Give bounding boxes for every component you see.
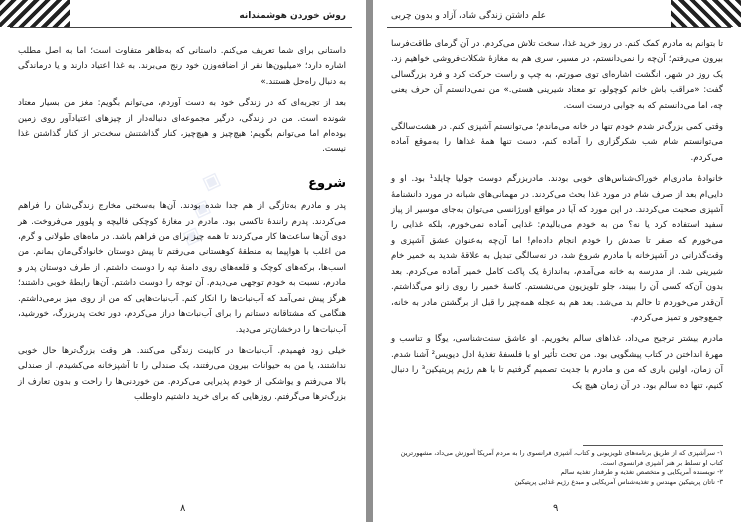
header-hatch-decoration: [671, 0, 741, 27]
paragraph: خیلی زود فهمیدم. آب‌نبات‌ها در کابینت زندگی می‌کنند. هر وقت بزرگ‌ترها حال خوبی نداشتند، یا من به حیوانات بیرون می‌رفتند، یک صندلی را تا آشپزخانه می‌کشیدم. از صندلی بالا می‌رفتم و یواشکی از خودم پذیرایی می‌کردم. من خوردنی‌ها را راحت و بدون تعارف از بزرگ‌ترها می‌گرفتم. روزهایی که برای خرید داشتیم داوطلب: [18, 345, 346, 403]
header-rule: [10, 27, 352, 28]
paragraph: داستانی برای شما تعریف می‌کنم. داستانی که به‌ظاهر متفاوت است؛ اما به اصل مطلب اشاره دارد؛ «میلیون‌ها نفر از اضافه‌وزن خود رنج می‌برند. به غذا اعتیاد دارند و یا درماندگی به دنبال راه‌حل هستند.»: [18, 46, 346, 87]
running-head: روش خوردن هوشمندانه: [239, 11, 346, 21]
footnote: ۱- سرآشپزی که از طریق برنامه‌های تلویزیونی و کتاب، آشپزی فرانسوی را به مردم آمریکا آموزش می‌داد، مشهورترین کتاب او تسلط بر هنر آشپزی فرانسوی است.: [400, 449, 723, 467]
paragraph: وقتی کمی بزرگ‌تر شدم خودم تنها در خانه می‌ماندم؛ می‌توانستم آشپزی کنم. در هشت‌سالگی می‌توانستم شام شب شکرگزاری را آماده کنم، دست تنها همهٔ غذاها را به‌موقع آماده می‌کردم.: [391, 122, 723, 163]
footnote-rule: [583, 445, 723, 446]
page-body: [18, 44, 346, 406]
footnote: ۲- نویسنده آمریکایی و متخصص تغذیه و طرفدار تغذیه سالم: [560, 468, 723, 477]
paragraph: تا بتوانم به مادرم کمک کنم. در روز خرید غذا، سخت تلاش می‌کردم. در آن گرمای طاقت‌فرسا بیرون می‌رفتم؛ آن‌چه را نمی‌دانستم، در مسیر، سری هم به مغازهٔ شکلات‌فروشی خواهیم زد. یک روز در شهر، انگشت اشاره‌ای توی صورتم، به چپ و راست حرکت کرد و فرد بزرگسالی گفت: «مراقب باش خانم کوچولو، تو معتاد شیرینی هستی.» من نمی‌دانستم آن حرف یعنی چه، اما می‌دانستم که به جوابی درست است.: [391, 39, 723, 111]
left-page: [0, 0, 366, 522]
footnotes: [391, 449, 723, 487]
watermark: ◈ ◈ ◈: [173, 167, 229, 251]
right-page: [373, 0, 741, 522]
paragraph: پدر و مادرم به‌تازگی از هم جدا شده بودند. آن‌ها به‌سختی مخارج زندگی‌شان را فراهم می‌کردند. پدرم رانندهٔ تاکسی بود. مادرم در مغازهٔ کوچکی فالیچه و پلوور می‌فروخت. هر دوی آن‌ها ساعت‌ها کار می‌کردند تا همه چیز برای من فراهم باشد. در ماه‌های طولانی و گرم، من اغلب با هواپیما به منطقهٔ کوهستانی می‌رفتم تا پیش دوستان خانوادگی‌مان بمانم. من اسب‌ها، برکه‌های کوچک و قلعه‌های روی دامنهٔ تپه را دوست داشتم. از طرف دوستان پدر و مادرم، نسبت به خودم توجهی می‌دیدم. آن توجه را دوست داشتم. آن‌ها رابطهٔ خوبی داشتند؛ هرگز پیش نمی‌آمد که آب‌نبات‌ها را انکار کنم. آب‌نبات‌هایی که من از روی میز برمی‌داشتم. هنگامی که مشتاقانه دستانم را برای آب‌نبات‌ها دراز می‌کردم، دور تخت پدربزرگ، خورشید، آب‌نبات‌ها را درخشان‌تر می‌دید.: [18, 201, 346, 335]
paragraph: خانوادهٔ مادری‌ام خوراک‌شناس‌های خوبی بودند. مادربزرگم دوست جولیا چایلد¹ بود. او و دایی‌ام بعد از صرف شام در مورد غذا بحث می‌کردند. در مهمانی‌های شبانه در مورد دانشنامهٔ آشپزی صحبت می‌کردند. در این مورد که آیا در مواقع اورژانسی می‌توان به‌جای موسیر از پیاز سفید استفاده کرد یا نه؟ من به خودم می‌بالیدم: غذایی آماده نمی‌خورم، بلکه غذایی را می‌خورم که صفر تا صدش را خودم انجام داده‌ام! اما آن‌چه به‌عنوان عشق آشپزی و وقت‌گذرانی در آشپزخانه با مادرم شروع شد، در نه‌سالگی تبدیل به علاقهٔ شدید به خمیر خام شیرینی شد. از مدرسه به خانه می‌آمدم، به‌اندازهٔ یک پاکت کامل خمیر آماده می‌کردم. بعد بدون آن‌که کسی آن را ببیند، جلو تلویزیون می‌نشستم. کاسهٔ خمیر را روی زانو می‌گذاشتم. آن‌قدر می‌خوردم تا حالم بد می‌شد. بعد هم به عجله همه‌چیز را قبل از برگشتن مادر به خانه، جمع‌وجور و تمیز می‌کردم.: [391, 174, 723, 323]
page-number: ۸: [180, 503, 186, 514]
header-rule: [387, 27, 731, 28]
paragraph: مادرم بیشتر ترجیح می‌داد، غذاهای سالم بخوریم. او عاشق سنت‌شناسی، یوگا و تناسب و مهرهٔ انداختن در کتاب پیشگویی بود. من تحت تأثیر او با فلسفهٔ تغذیهٔ ادل دیویس² آشنا شدم. آن زمان، اولین باری که من و مادرم با جدیت تصمیم گرفتیم تا با هم رژیم پریتیکین³ را دنبال کنیم، تنها ده سالم بود. در آن زمان هیچ یک: [391, 334, 723, 391]
paragraph: بعد از تجربه‌ای که در زندگی خود به دست آوردم، می‌توانم بگویم: مغز من بسیار معتاد شونده است. من در زندگی، درگیر مجموعه‌ای دنباله‌دار از چیزهای اعتیادآور روی زمین بوده‌ام اما می‌توانم بگویم: هیچ‌چیز و هیچ‌چیز، کنار گذاشتنش سخت‌تر از کنار گذاشتن غذا نیست.: [18, 98, 346, 155]
section-title: شروع: [308, 175, 346, 191]
page-number: ۹: [553, 503, 559, 514]
running-head: علم داشتن زندگی شاد، آزاد و بدون چربی: [391, 11, 546, 21]
page-body: [391, 37, 723, 394]
header-hatch-decoration: [0, 0, 70, 27]
footnote: ۳- ناتان پریتیکین مهندس و تغذیه‌شناس آمریکایی و مبدع رژیم غذایی پریتیکین: [514, 477, 723, 486]
